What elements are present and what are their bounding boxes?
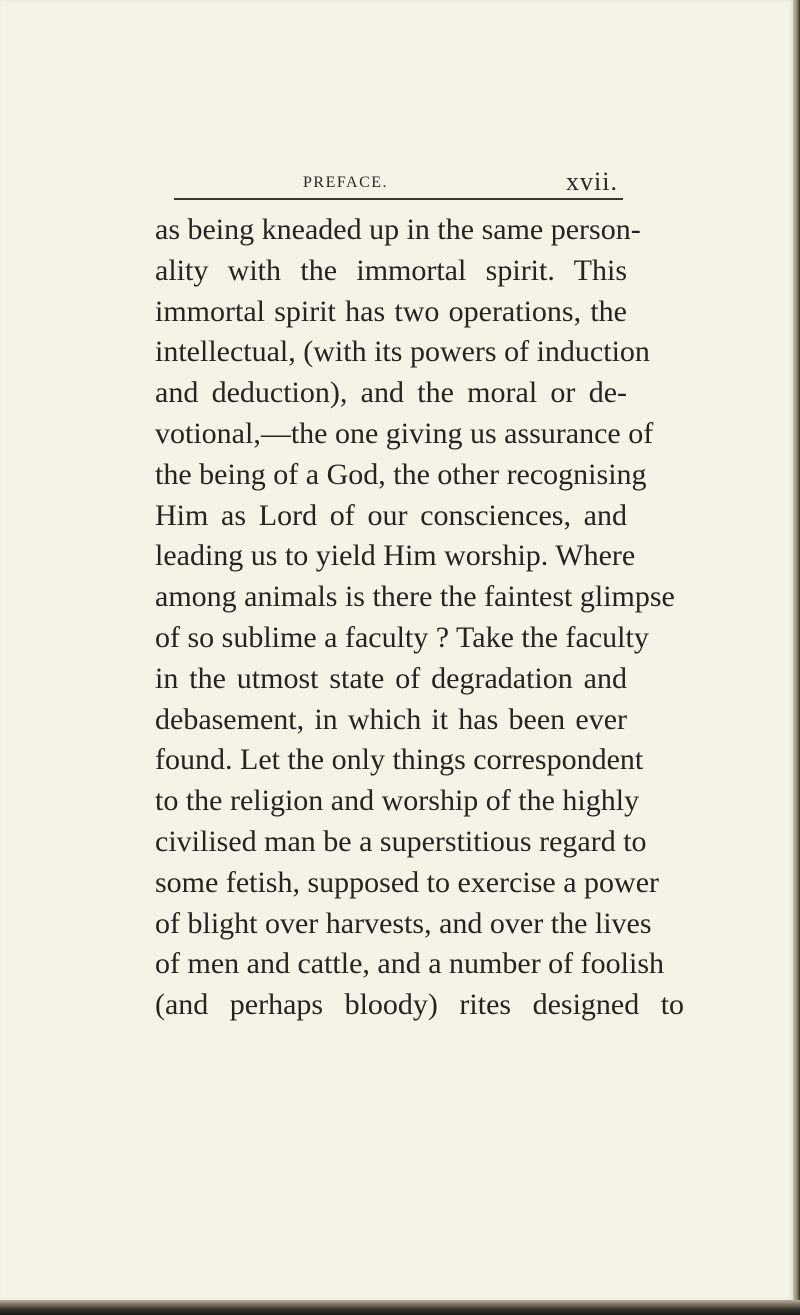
text-line: leading us to yield Him worship. Where [155,539,636,573]
text-line: (and perhaps bloody) rites designed to [155,988,685,1022]
book-edge-bottom [0,1300,800,1315]
text-line: intellectual, (with its powers of induction [155,335,650,369]
text-line: votional,—the one giving us assurance of [155,416,654,450]
header-rule [174,198,623,200]
text-line: immortal spirit has two operations, the [155,294,627,328]
text-line: of blight over harvests, and over the lives [155,906,652,940]
text-line: and deduction), and the moral or de- [155,376,627,410]
text-line: found. Let the only things correspondent [155,743,644,777]
text-line: as being kneaded up in the same person- [155,213,641,246]
text-line: of so sublime a faculty ? Take the faculty [155,620,649,654]
running-title: PREFACE. [303,174,389,191]
page-number: xvii. [566,167,618,196]
text-line: some fetish, supposed to exercise a power [155,865,660,899]
text-line: civilised man be a superstitious regard to [155,824,647,858]
text-line: among animals is there the faintest glimpse [155,580,675,614]
text-line: the being of a God, the other recognising [155,457,647,491]
body-text [155,210,685,1026]
text-line: of men and cattle, and a number of foolish [155,947,665,981]
book-edge-right [793,0,800,1315]
text-line: ality with the immortal spirit. This [155,253,627,287]
text-line: to the religion and worship of the highly [155,784,640,818]
running-head [0,167,793,196]
text-line: in the utmost state of degradation and [155,661,627,695]
text-line: debasement, in which it has been ever [155,702,627,736]
text-line: Him as Lord of our consciences, and [155,498,627,532]
